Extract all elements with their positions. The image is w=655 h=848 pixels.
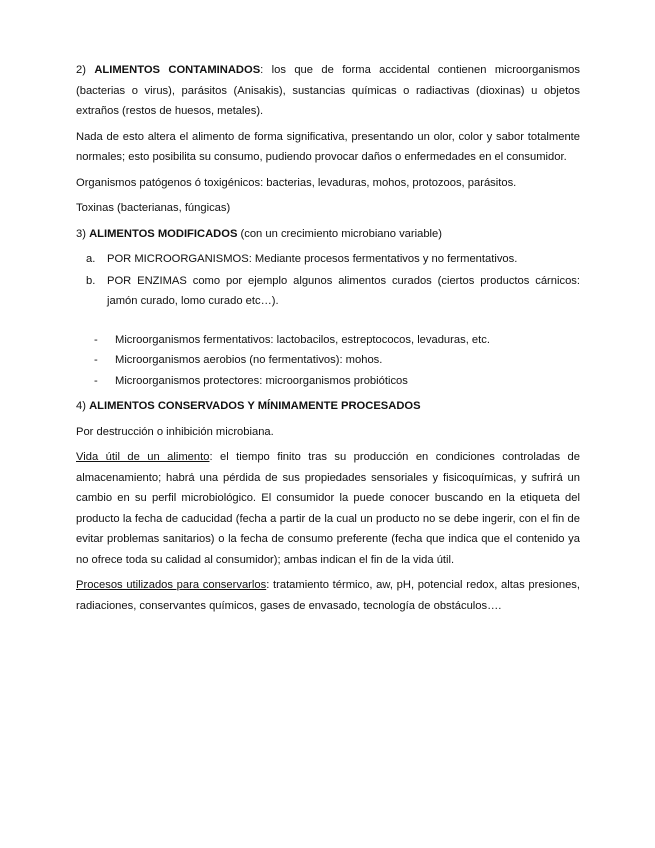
section-text: : los que de forma accidental contienen microorganismos (bacterias o virus), parásitos (Anisakis), sustancias químicas o radiactivas (dioxinas) u objetos extraños (restos de huesos, metales).: [76, 64, 580, 117]
section-number: 4): [76, 400, 86, 412]
section-text: (con un crecimiento microbiano variable): [237, 227, 442, 240]
paragraph-toxinas: Toxinas (bacterianas, fúngicas): [76, 202, 231, 214]
list-marker: -: [94, 333, 98, 346]
list-marker: -: [94, 354, 98, 366]
list-item: [76, 271, 580, 312]
section-number: 2): [76, 64, 86, 76]
section-conservados: [76, 396, 580, 417]
list-item-text: Microorganismos aerobios (no fermentativos): mohos.: [115, 354, 383, 366]
list-item: [76, 350, 580, 371]
modificados-dash-list: [76, 330, 580, 392]
list-item-text: POR ENZIMAS como por ejemplo algunos alimentos curados (ciertos productos cárnicos: jamón curado, lomo curado etc…).: [107, 274, 580, 307]
list-item-text: POR MICROORGANISMOS: Mediante procesos fermentativos y no fermentativos.: [107, 253, 518, 265]
paragraph-organismos: Organismos patógenos ó toxigénicos: bacterias, levaduras, mohos, protozoos, parásitos.: [76, 176, 517, 189]
term-vida-util: Vida útil de un alimento: [76, 451, 210, 463]
list-item: [76, 371, 580, 392]
section-title: ALIMENTOS MODIFICADOS: [89, 227, 238, 240]
list-item-text: Microorganismos fermentativos: lactobacilos, estreptococos, levaduras, etc.: [115, 333, 490, 346]
section-contaminados: [76, 60, 580, 122]
section-number: 3): [76, 227, 86, 240]
modificados-alpha-list: [76, 249, 580, 312]
list-marker: a.: [86, 253, 96, 265]
section-title: ALIMENTOS CONTAMINADOS: [94, 64, 261, 76]
paragraph-contaminados-effects: Nada de esto altera el alimento de forma significativa, presentando un olor, color y sabor totalmente normales; esto posibilita su consumo, pudiendo provocar daños o enfermedades en el consumidor.: [76, 130, 580, 163]
paragraph-vida-util: [76, 447, 580, 570]
list-marker: b.: [86, 274, 96, 287]
paragraph-destruccion: Por destrucción o inhibición microbiana.: [76, 425, 274, 438]
list-item-text: Microorganismos protectores: microorganismos probióticos: [115, 374, 408, 387]
section-title: ALIMENTOS CONSERVADOS Y MÍNIMAMENTE PROCESADOS: [89, 400, 421, 412]
list-item: [76, 330, 580, 351]
list-item: [76, 249, 580, 270]
paragraph-procesos: [76, 575, 580, 616]
definition-procesos: : tratamiento térmico, aw, pH, potencial redox, altas presiones, radiaciones, conservantes químicos, gases de envasado, tecnología de obstáculos….: [76, 579, 580, 612]
section-modificados: [76, 224, 580, 245]
term-procesos: Procesos utilizados para conservarlos: [76, 579, 267, 591]
document-page: [76, 60, 580, 621]
list-marker: -: [94, 374, 98, 387]
definition-vida-util: : el tiempo finito tras su producción en condiciones controladas de almacenamiento; habrá una pérdida de sus propiedades sensoriales y fisicoquímicas, y sufrirá un cambio en su perfil microbiológico. El consumidor la puede conocer buscando en la etiqueta del producto la fecha de caducidad (fecha a partir de la cual un producto no se debe ingerir, con el fin de evitar problemas sanitarios) o la fecha de consumo preferente (fecha que indica que el contenido ya no ofrece toda su calidad al consumidor); ambas indican el fin de la vida útil.: [76, 451, 580, 566]
